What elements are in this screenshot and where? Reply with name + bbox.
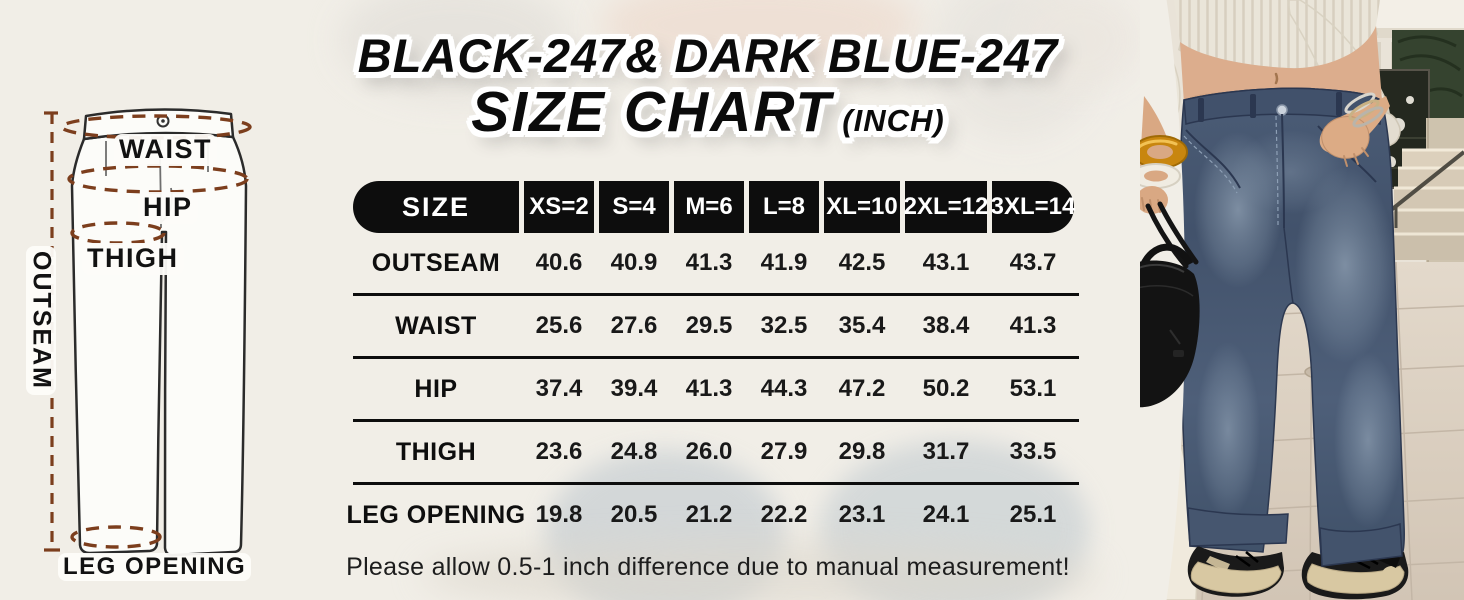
measurement-note: Please allow 0.5-1 inch difference due to manual measurement! (346, 553, 1070, 581)
cell: 24.8 (610, 438, 658, 465)
size-table (346, 181, 1079, 545)
cell: 20.5 (610, 501, 658, 528)
cell: 43.7 (1009, 249, 1057, 276)
col-header-xl: XL=10 (824, 181, 900, 233)
jeans-button (1277, 105, 1287, 115)
title-block (332, 29, 1084, 144)
pants-measurement-diagram (0, 0, 335, 600)
cell: 23.1 (838, 501, 886, 528)
col-header-xs: XS=2 (524, 181, 594, 233)
col-header-m: M=6 (674, 181, 744, 233)
page-title-line2 (332, 79, 1084, 144)
cell: 27.6 (610, 312, 658, 339)
cell: 41.3 (685, 375, 733, 402)
cell: 41.9 (760, 249, 808, 276)
row-label: LEG OPENING (346, 500, 526, 529)
cell: 40.9 (610, 249, 658, 276)
cell: 42.5 (838, 249, 886, 276)
table-row-outseam (353, 233, 1079, 296)
cell: 50.2 (922, 375, 970, 402)
model-photo (1140, 0, 1464, 600)
table-row-hip (353, 359, 1079, 422)
table-header-row (353, 181, 1079, 233)
cell: 35.4 (838, 312, 886, 339)
size-chart-text: SIZE CHART (471, 79, 833, 144)
cell: 44.3 (760, 375, 808, 402)
cell: 37.4 (535, 375, 583, 402)
cell: 27.9 (760, 438, 808, 465)
page-title-line1: BLACK-247& DARK BLUE-247 (357, 29, 1059, 82)
cell: 21.2 (685, 501, 733, 528)
photo-scene (1140, 0, 1464, 600)
leg-opening-label: LEG OPENING (58, 553, 251, 581)
cell: 22.2 (760, 501, 808, 528)
table-row-thigh (353, 422, 1079, 485)
cell: 41.3 (685, 249, 733, 276)
cell: 23.6 (535, 438, 583, 465)
unit-text: (INCH) (842, 102, 945, 138)
cell: 39.4 (610, 375, 658, 402)
cell: 33.5 (1009, 438, 1057, 465)
cell: 29.5 (685, 312, 733, 339)
cell: 26.0 (685, 438, 733, 465)
cell: 29.8 (838, 438, 886, 465)
cell: 25.6 (535, 312, 583, 339)
col-header-s: S=4 (599, 181, 669, 233)
cell: 53.1 (1009, 375, 1057, 402)
row-label: OUTSEAM (371, 248, 501, 277)
cell: 40.6 (535, 249, 583, 276)
cell: 47.2 (838, 375, 886, 402)
col-header-3xl: 3XL=14 (992, 181, 1074, 233)
thigh-label: THIGH (82, 243, 184, 275)
row-label: HIP (414, 374, 458, 403)
row-label: WAIST (395, 311, 477, 340)
hip-label: HIP (138, 192, 198, 224)
cell: 25.1 (1009, 501, 1057, 528)
table-row-waist (353, 296, 1079, 359)
cell: 19.8 (535, 501, 583, 528)
navel (1276, 74, 1277, 83)
col-header-l: L=8 (749, 181, 819, 233)
table-row-leg-opening (346, 485, 1079, 545)
table-header-size: SIZE (353, 181, 519, 233)
row-label: THIGH (395, 437, 477, 466)
col-header-2xl: 2XL=12 (905, 181, 987, 233)
waist-label: WAIST (114, 134, 217, 166)
cell: 32.5 (760, 312, 808, 339)
cell: 38.4 (922, 312, 970, 339)
outseam-label: OUTSEAM (26, 246, 56, 395)
cell: 24.1 (922, 501, 970, 528)
cell: 41.3 (1009, 312, 1057, 339)
cell: 43.1 (922, 249, 970, 276)
cell: 31.7 (922, 438, 970, 465)
